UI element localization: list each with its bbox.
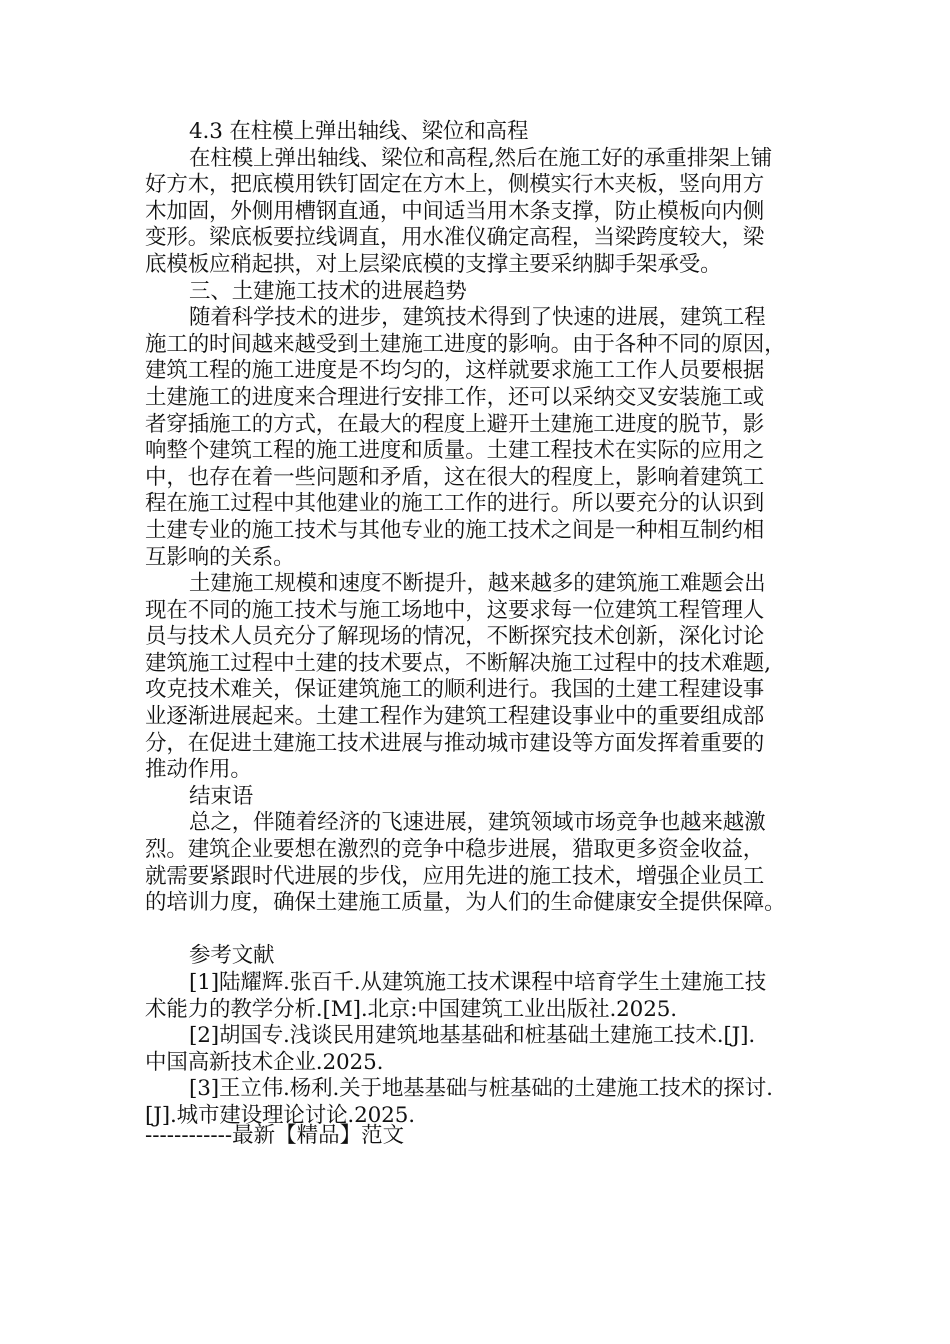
text-line: 推动作用。 — [145, 757, 252, 783]
text-line: [3]王立伟.杨利.关于地基基础与桩基础的土建施工技术的探讨. — [189, 1076, 773, 1102]
text-line: 好方木，把底模用铁钉固定在方木上，侧模实行木夹板，竖向用方 — [145, 172, 765, 198]
text-line: 木加固，外侧用槽钢直通，中间适当用木条支撑，防止模板向内侧 — [145, 198, 765, 224]
blank-line — [145, 917, 813, 944]
text-line: 建筑工程的施工进度是不均匀的，这样就要求施工工作人员要根据 — [145, 358, 765, 384]
text-line: 烈。建筑企业要想在激烈的竞争中稳步进展，猎取更多资金收益， — [145, 837, 765, 863]
text-line: 4.3 在柱模上弹出轴线、梁位和高程 — [189, 119, 529, 144]
text-line: [1]陆耀辉.张百千.从建筑施工技术课程中培育学生土建施工技 — [189, 970, 767, 995]
text-line: 施工的时间越来越受到土建施工进度的影响。由于各种不同的原因， — [145, 331, 786, 357]
text-line: 参考文献 — [189, 943, 275, 969]
text-line: 在柱模上弹出轴线、梁位和高程,然后在施工好的承重排架上铺 — [189, 145, 773, 171]
text-line: 者穿插施工的方式，在最大的程度上避开土建施工进度的脱节，影 — [145, 411, 765, 437]
text-line: 土建施工规模和速度不断提升，越来越多的建筑施工难题会出 — [189, 571, 766, 597]
text-line: 三、土建施工技术的进展趋势 — [189, 278, 467, 304]
text-line: 员与技术人员充分了解现场的情况，不断探究技术创新，深化讨论 — [145, 624, 765, 650]
text-line: 随着科学技术的进步，建筑技术得到了快速的进展，建筑工程 — [189, 305, 766, 331]
text-line: 中国高新技术企业.2025. — [145, 1049, 384, 1075]
text-line: 底模板应稍起拱，对上层梁底模的支撑主要采纳脚手架承受。 — [145, 251, 722, 277]
text-line: 分，在促进土建施工技术进展与推动城市建设等方面发挥着重要的 — [145, 730, 765, 756]
text-line: [J].城市建设理论讨论.2025. — [145, 1102, 415, 1128]
text-line: 中，也存在着一些问题和矛盾，这在很大的程度上，影响着建筑工 — [145, 464, 765, 490]
text-line: 总之，伴随着经济的飞速进展，建筑领域市场竞争也越来越激 — [189, 810, 766, 836]
text-line: 建筑施工过程中土建的技术要点，不断解决施工过程中的技术难题, — [145, 650, 771, 676]
footer-text: ------------最新【精品】范文 — [145, 1123, 405, 1148]
text-line: 土建施工的进度来合理进行安排工作，还可以采纳交叉安装施工或 — [145, 384, 765, 410]
text-line: 响整个建筑工程的施工进度和质量。土建工程技术在实际的应用之 — [145, 438, 765, 464]
text-line: 业逐渐进展起来。土建工程作为建筑工程建设事业中的重要组成部 — [145, 704, 765, 730]
text-line: 程在施工过程中其他建业的施工工作的进行。所以要充分的认识到 — [145, 491, 765, 517]
document-body — [145, 119, 813, 1130]
text-line: 互影响的关系。 — [145, 544, 295, 570]
text-line: 的培训力度，确保土建施工质量，为人们的生命健康安全提供保障。 — [145, 890, 786, 916]
text-line: 结束语 — [189, 783, 254, 809]
text-line: 就需要紧跟时代进展的步伐，应用先进的施工技术，增强企业员工 — [145, 863, 765, 889]
text-line: [2]胡国专.浅谈民用建筑地基基础和桩基础土建施工技术.[J]. — [189, 1023, 756, 1049]
text-line: 变形。梁底板要拉线调直，用水准仪确定高程，当梁跨度较大，梁 — [145, 225, 765, 251]
text-line: 土建专业的施工技术与其他专业的施工技术之间是一种相互制约相 — [145, 517, 765, 543]
text-line: 术能力的教学分析.[M].北京:中国建筑工业出版社.2025. — [145, 996, 677, 1022]
text-line: 现在不同的施工技术与施工场地中，这要求每一位建筑工程管理人 — [145, 597, 765, 623]
text-line: 攻克技术难关，保证建筑施工的顺利进行。我国的土建工程建设事 — [145, 677, 765, 703]
